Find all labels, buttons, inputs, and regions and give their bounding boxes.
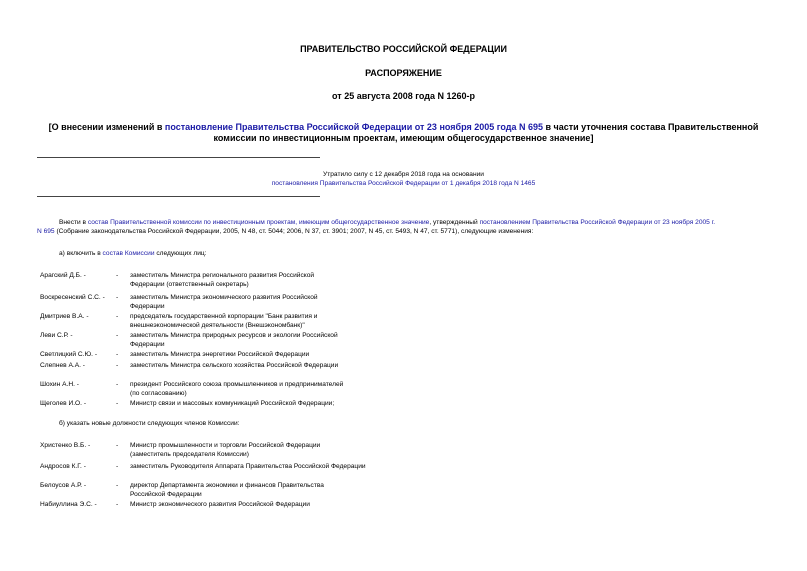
person-name: Светлицкий С.Ю. - xyxy=(40,351,98,358)
person-dash: - xyxy=(116,482,119,489)
person-dash: - xyxy=(116,294,119,301)
clause-a xyxy=(59,249,206,258)
person-position: заместитель Министра регионального развития Российской Федерации (ответственный секретарь) xyxy=(130,272,315,288)
person-position: заместитель Министра энергетики Российской Федерации xyxy=(130,351,310,358)
person-position: председатель государственной корпорации "Банк развития и внешнеэкономической деятельности (Внешэкономбанк)" xyxy=(130,313,318,329)
person-dash: - xyxy=(116,351,119,358)
person-dash: - xyxy=(116,332,119,339)
document-date: от 25 августа 2008 года N 1260-р xyxy=(332,91,475,101)
person-name: Набиуллина Э.С. - xyxy=(40,501,97,508)
government-heading: ПРАВИТЕЛЬСТВО РОССИЙСКОЙ ФЕДЕРАЦИИ xyxy=(300,44,507,54)
person-name: Шохин А.Н. - xyxy=(40,381,79,388)
expired-note xyxy=(0,170,807,188)
person-name: Щеголев И.О. - xyxy=(40,400,87,407)
person-name: Андросов К.Г. - xyxy=(40,463,86,470)
resolution-695-link[interactable]: постановлением Правительства Российской Федерации от 23 ноября 2005 г. xyxy=(479,219,716,226)
person-position: Министр связи и массовых коммуникаций Российской Федерации; xyxy=(130,400,335,407)
person-name: Слепнев А.А. - xyxy=(40,362,85,369)
person-dash: - xyxy=(116,463,119,470)
person-dash: - xyxy=(116,313,119,320)
person-position: заместитель Министра сельского хозяйства Российской Федерации xyxy=(130,362,339,369)
clause-a-prefix: а) включить в xyxy=(59,250,103,257)
person-position: директор Департамента экономики и финансов Правительства Российской Федерации xyxy=(130,482,324,498)
person-position: заместитель Министра экономического развития Российской Федерации xyxy=(130,294,318,310)
person-dash: - xyxy=(116,381,119,388)
document-type: РАСПОРЯЖЕНИЕ xyxy=(365,68,442,78)
title-prefix: [О внесении изменений в xyxy=(48,122,165,132)
person-name: Воскресенский С.С. - xyxy=(40,294,105,301)
title-resolution-link[interactable]: постановление Правительства Российской Федерации от 23 ноября 2005 года N 695 xyxy=(164,122,543,132)
p1-suffix: (Собрание законодательства Российской Федерации, 2005, N 48, ст. 5044; 2006, N 37, ст. 3901; 2007, N 45, ст. 5493, N 47, ст. 5771), следующие изменения: xyxy=(54,228,534,235)
divider-bottom xyxy=(37,196,320,197)
person-name: Леви С.Р. - xyxy=(40,332,73,339)
person-name: Дмитриев В.А. - xyxy=(40,313,89,320)
person-position: Министр промышленности и торговли Российской Федерации (заместитель председателя Комиссии) xyxy=(130,442,321,458)
person-position: заместитель Руководителя Аппарата Правительства Российской Федерации xyxy=(130,463,366,470)
expired-note-text: Утратило силу с 12 декабря 2018 года на основании xyxy=(323,171,484,178)
person-name: Белоусов А.Р. - xyxy=(40,482,87,489)
p1-middle: , утвержденный xyxy=(429,219,480,226)
commission-composition-short-link[interactable]: состав Комиссии xyxy=(102,250,155,257)
person-dash: - xyxy=(116,362,119,369)
resolution-695-number-link[interactable]: N 695 xyxy=(37,228,55,235)
person-dash: - xyxy=(116,501,119,508)
title-line2: комиссии по инвестиционным проектам, имеющим общегосударственное значение] xyxy=(213,133,594,143)
expired-resolution-link[interactable]: постановления Правительства Российской Федерации от 1 декабря 2018 года N 1465 xyxy=(271,180,536,187)
document-title xyxy=(20,122,787,144)
amendment-paragraph xyxy=(37,218,772,236)
clause-a-suffix: следующих лиц: xyxy=(154,250,207,257)
divider-top xyxy=(37,157,320,158)
person-name: Арагский Д.Б. - xyxy=(40,272,86,279)
person-name: Христенко В.Б. - xyxy=(40,442,91,449)
person-dash: - xyxy=(116,272,119,279)
commission-composition-link[interactable]: состав Правительственной комиссии по инвестиционным проектам, имеющим общегосударственное значение xyxy=(87,219,430,226)
p1-prefix: Внести в xyxy=(59,219,88,226)
person-position: Министр экономического развития Российской Федерации xyxy=(130,501,310,508)
person-position: заместитель Министра природных ресурсов и экологии Российской Федерации xyxy=(130,332,338,348)
person-position: президент Российского союза промышленников и предпринимателей (по согласованию) xyxy=(130,381,344,397)
person-dash: - xyxy=(116,442,119,449)
clause-b: б) указать новые должности следующих членов Комиссии: xyxy=(59,420,240,427)
person-dash: - xyxy=(116,400,119,407)
title-suffix: в части уточнения состава Правительственной xyxy=(542,122,759,132)
